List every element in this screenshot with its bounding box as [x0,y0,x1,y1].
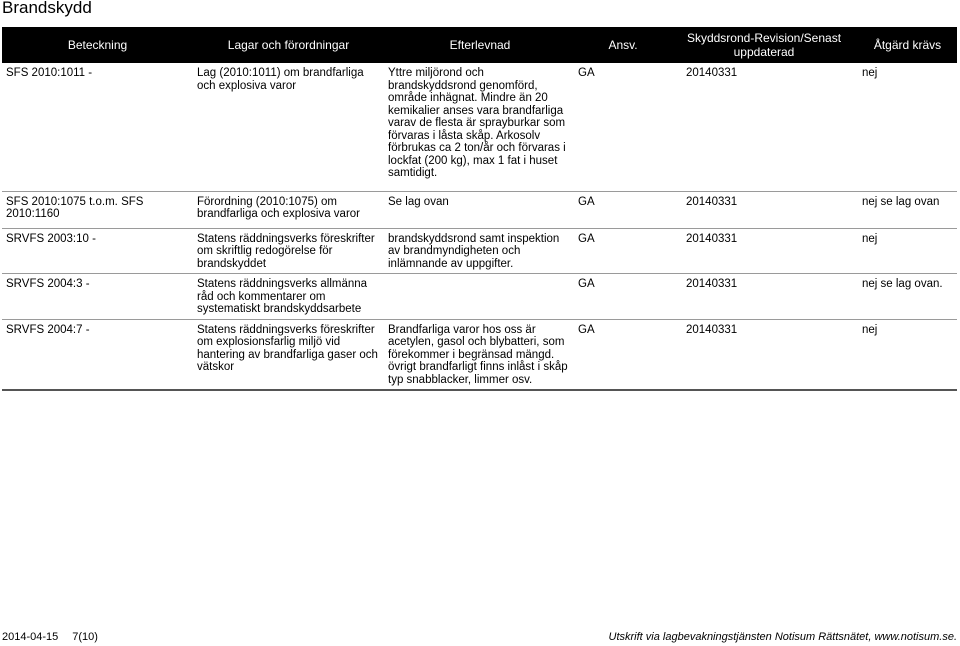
table-row [2,63,957,191]
column-header-revision: Skyddsrond-Revision/Senast uppdaterad [670,27,858,63]
page-title: Brandskydd [2,0,92,17]
cell-beteckning: SRVFS 2004:3 - [2,274,193,320]
regulation-table [2,27,957,391]
cell-lagar: Förordning (2010:1075) om brandfarliga och explosiva varor [193,191,384,228]
cell-lagar: Statens räddningsverks allmänna råd och kommentarer om systematiskt brandskyddsarbete [193,274,384,320]
cell-lagar: Statens räddningsverks föreskrifter om skriftlig redogörelse för brandskyddet [193,228,384,274]
cell-beteckning: SRVFS 2003:10 - [2,228,193,274]
cell-beteckning: SRVFS 2004:7 - [2,319,193,390]
cell-ansv: GA [576,274,670,320]
cell-efterlevnad: Yttre miljörond och brandskyddsrond genomförd, område inhägnat. Mindre än 20 kemikalier anses vara brandfarliga varav de flesta är sprayburkar som förvaras i låsta skåp. Arkosolv förbrukas ca 2 ton/år och förvaras i lockfat (200 kg), max 1 fat i huset samtidigt. [384,63,576,191]
cell-efterlevnad: Se lag ovan [384,191,576,228]
column-header-efterlevnad: Efterlevnad [384,27,576,63]
table-row [2,191,957,228]
footer-date: 2014-04-15 [2,631,59,643]
cell-efterlevnad: brandskyddsrond samt inspektion av brandmyndigheten och inlämnande av uppgifter. [384,228,576,274]
cell-ansv: GA [576,63,670,191]
table-row [2,319,957,390]
cell-efterlevnad [384,274,576,320]
table-row [2,274,957,320]
cell-ansv: GA [576,319,670,390]
footer-source: Utskrift via lagbevakningstjänsten Notisum Rättsnätet, www.notisum.se. [608,631,957,643]
column-header-lagar: Lagar och förordningar [193,27,384,63]
table-row [2,228,957,274]
cell-datum: 20140331 [670,319,858,390]
cell-lagar: Statens räddningsverks föreskrifter om explosionsfarlig miljö vid hantering av brandfarliga gaser och vätskor [193,319,384,390]
cell-datum: 20140331 [670,228,858,274]
cell-atgard: nej se lag ovan [858,191,957,228]
cell-beteckning: SFS 2010:1075 t.o.m. SFS 2010:1160 [2,191,193,228]
cell-lagar: Lag (2010:1011) om brandfarliga och explosiva varor [193,63,384,191]
cell-ansv: GA [576,191,670,228]
cell-atgard: nej se lag ovan. [858,274,957,320]
footer-page-number: 7(10) [72,631,98,643]
footer-info [2,631,112,643]
cell-ansv: GA [576,228,670,274]
cell-efterlevnad: Brandfarliga varor hos oss är acetylen, gasol och blybatteri, som förekommer i begränsad mängd. övrigt brandfarligt finns inlåst i skåp typ snabblacker, limmer osv. [384,319,576,390]
column-header-atgard: Åtgärd krävs [858,27,957,63]
cell-beteckning: SFS 2010:1011 - [2,63,193,191]
column-header-beteckning: Beteckning [2,27,193,63]
cell-atgard: nej [858,63,957,191]
table-header-row [2,27,957,63]
column-header-ansv: Ansv. [576,27,670,63]
cell-atgard: nej [858,319,957,390]
cell-datum: 20140331 [670,274,858,320]
cell-datum: 20140331 [670,63,858,191]
cell-datum: 20140331 [670,191,858,228]
cell-atgard: nej [858,228,957,274]
